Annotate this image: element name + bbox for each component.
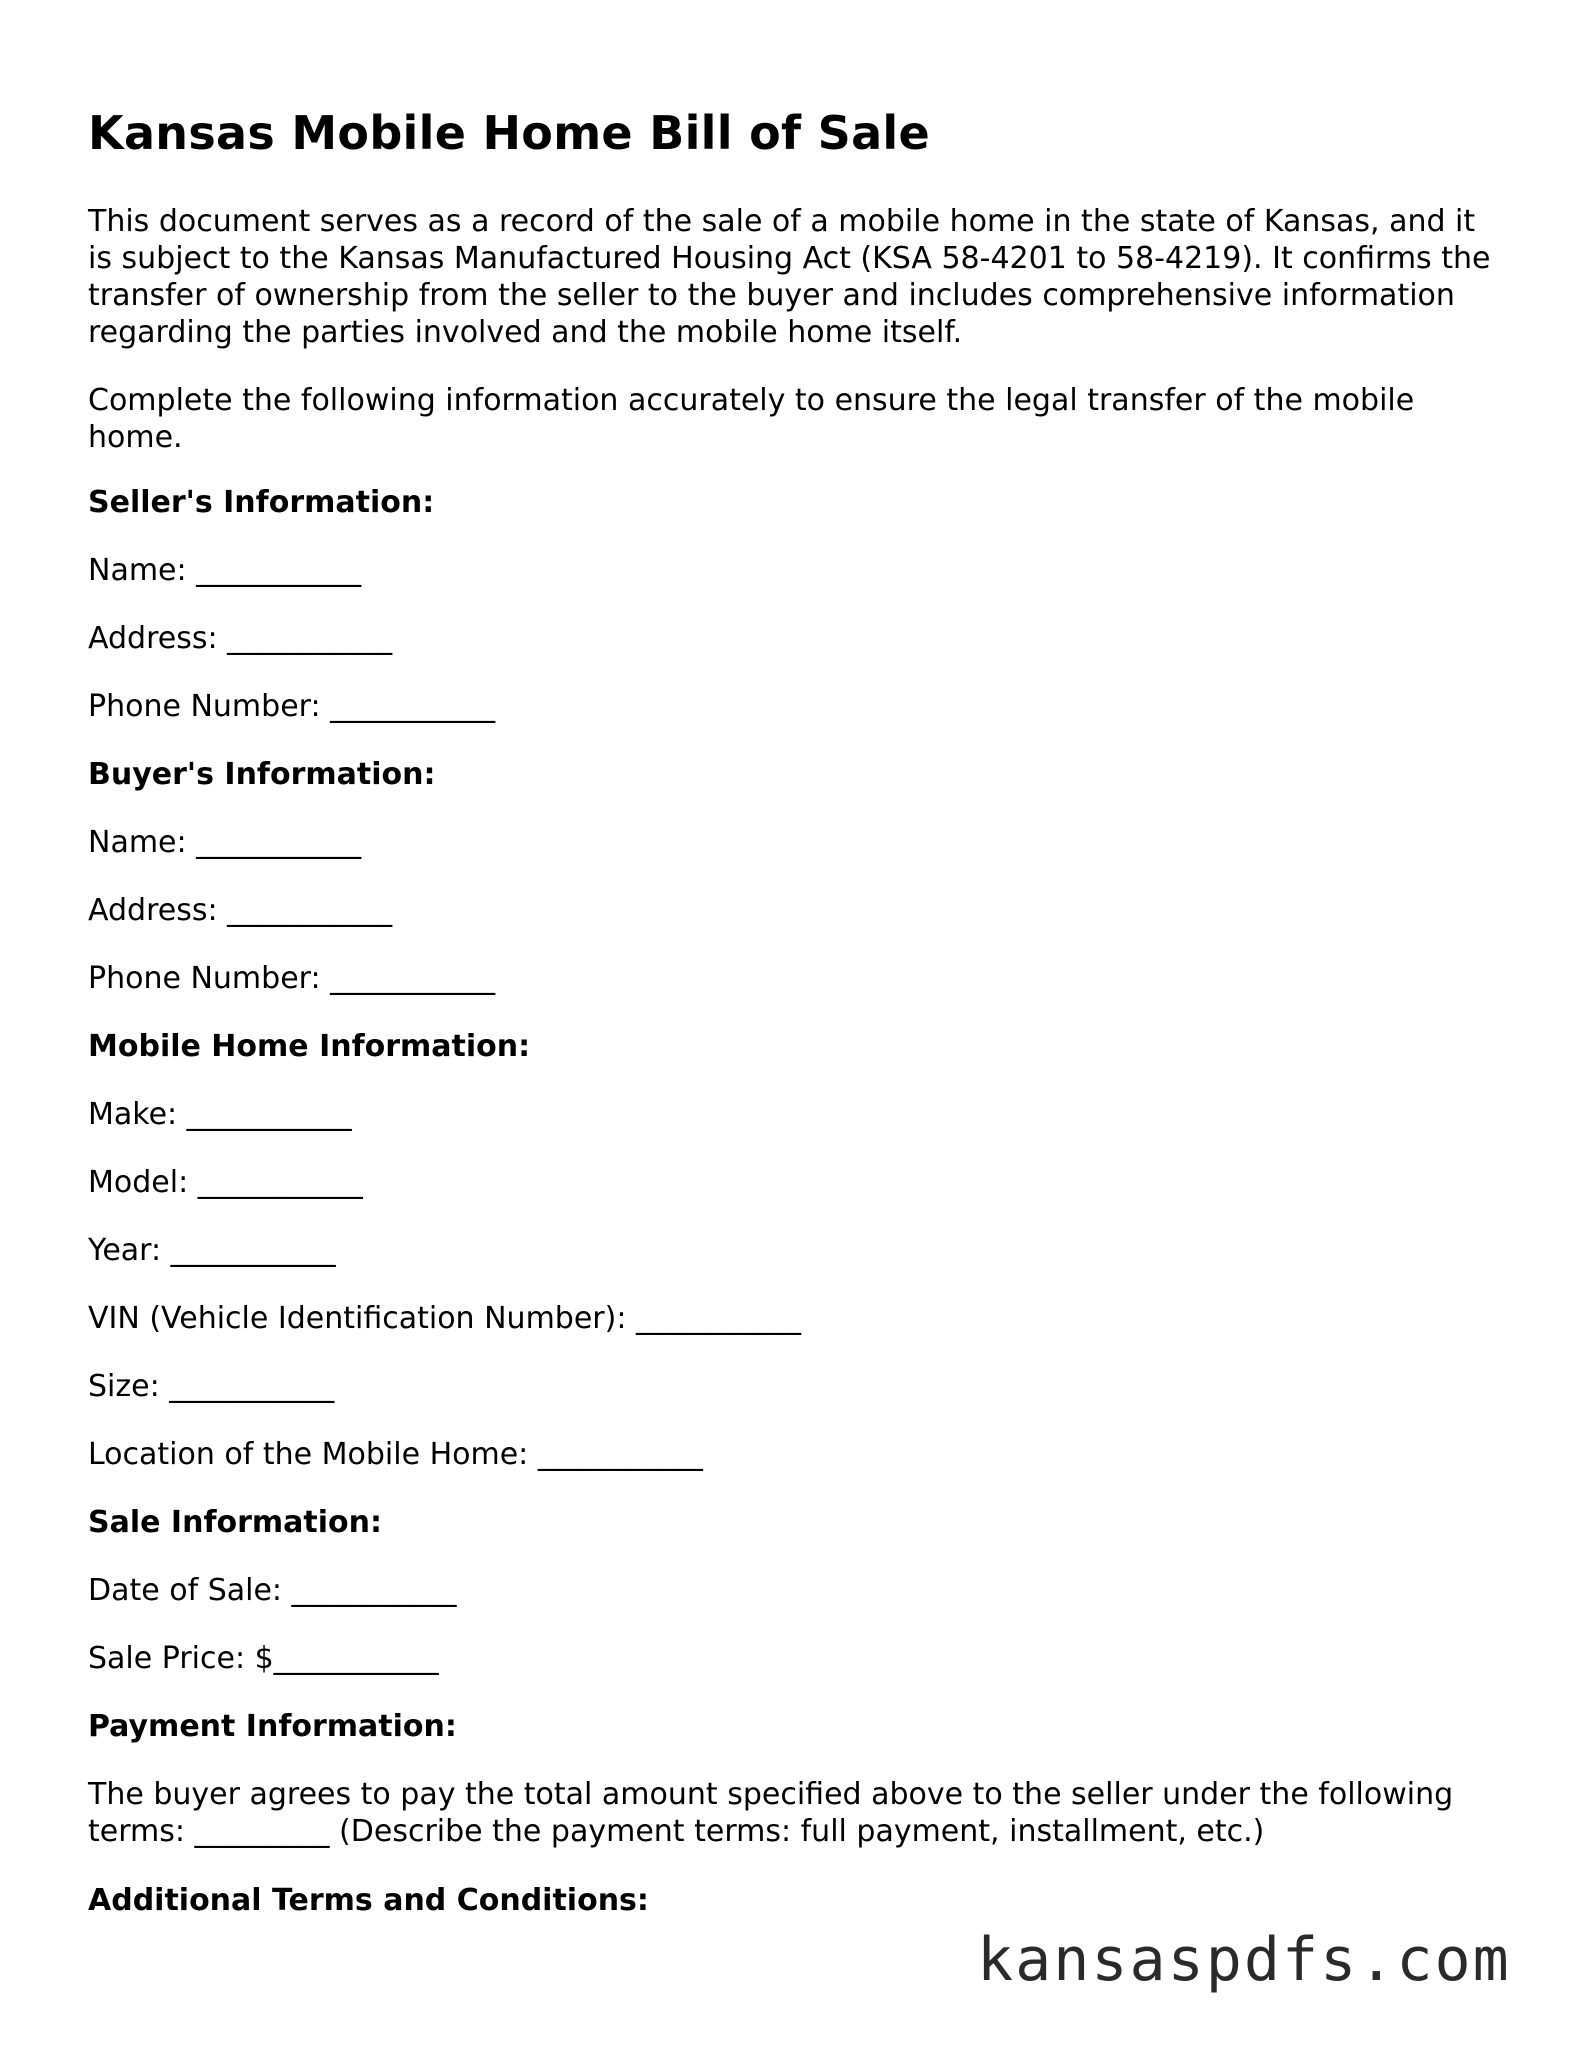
instructions-paragraph: Complete the following information accurately to ensure the legal transfer of the mobile home.: [88, 383, 1415, 455]
payment-terms-paragraph[interactable]: The buyer agrees to pay the total amount specified above to the seller under the following terms: _________ (Describe the payment terms: full payment, installment, etc.): [88, 1777, 1454, 1849]
mobile-home-heading: Mobile Home Information:: [88, 1029, 531, 1064]
intro-paragraph: This document serves as a record of the sale of a mobile home in the state of Kansas, and it is subject to the Kansas Manufactured Housing Act (KSA 58-4201 to 58-4219). It confirms the transfer of ownership from the seller to the buyer and includes comprehensive information regarding the parties involved and the mobile home itself.: [88, 204, 1491, 350]
seller-phone-field[interactable]: Phone Number: ___________: [88, 689, 496, 724]
year-field[interactable]: Year: ___________: [88, 1233, 336, 1268]
seller-address-field[interactable]: Address: ___________: [88, 621, 393, 656]
sale-heading: Sale Information:: [88, 1505, 382, 1540]
seller-name-field[interactable]: Name: ___________: [88, 553, 362, 588]
document-title: Kansas Mobile Home Bill of Sale: [88, 106, 930, 160]
sale-date-field[interactable]: Date of Sale: ___________: [88, 1573, 457, 1608]
additional-terms-heading: Additional Terms and Conditions:: [88, 1883, 649, 1918]
buyer-name-field[interactable]: Name: ___________: [88, 825, 362, 860]
payment-heading: Payment Information:: [88, 1709, 457, 1744]
watermark: kansaspdfs.com: [977, 1925, 1511, 1995]
sale-price-field[interactable]: Sale Price: $___________: [88, 1641, 439, 1676]
vin-field[interactable]: VIN (Vehicle Identification Number): ___________: [88, 1301, 801, 1336]
seller-heading: Seller's Information:: [88, 485, 435, 520]
buyer-phone-field[interactable]: Phone Number: ___________: [88, 961, 496, 996]
size-field[interactable]: Size: ___________: [88, 1369, 335, 1404]
buyer-heading: Buyer's Information:: [88, 757, 436, 792]
buyer-address-field[interactable]: Address: ___________: [88, 893, 393, 928]
make-field[interactable]: Make: ___________: [88, 1097, 352, 1132]
model-field[interactable]: Model: ___________: [88, 1165, 363, 1200]
location-field[interactable]: Location of the Mobile Home: ___________: [88, 1437, 703, 1472]
